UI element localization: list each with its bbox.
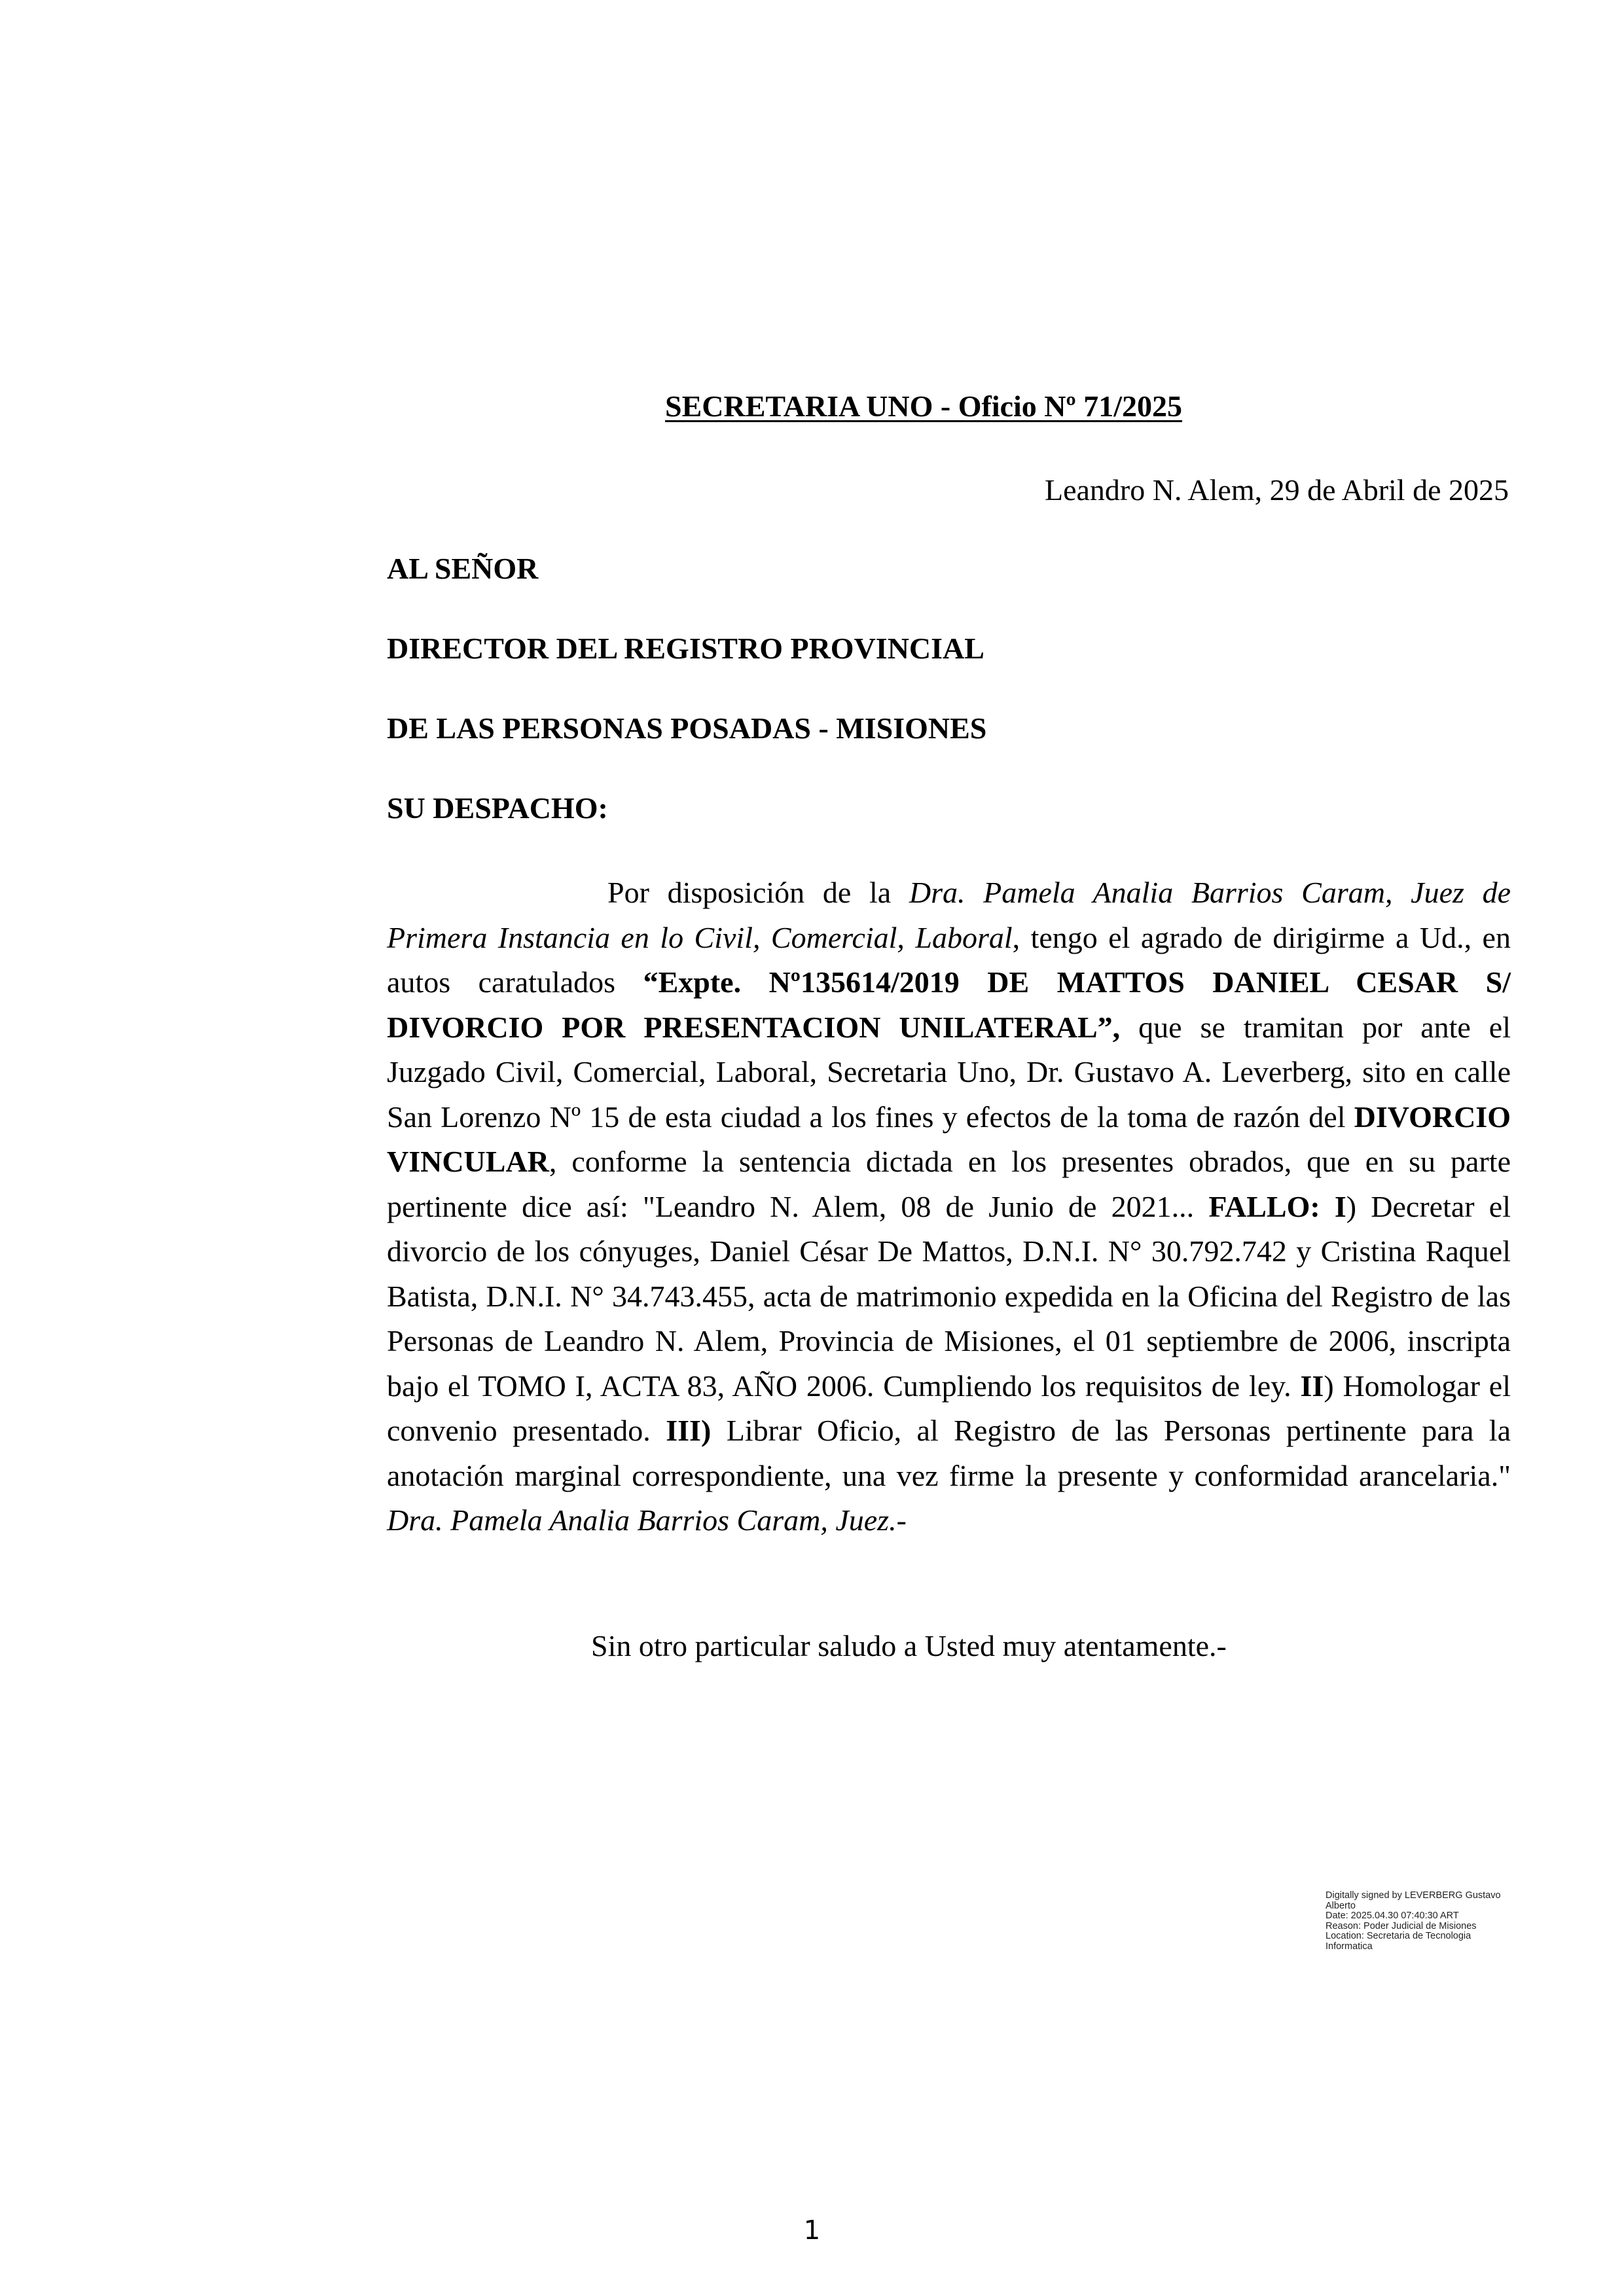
ruling-item-i: ) Decretar el divorcio de los cónyuges, Daniel César De Mattos, D.N.I. N° 30.792.742 y Cristina Raquel Batista, D.N.I. N° 34.743.455, acta de matrimonio expedida en la Oficina del Registro de las Personas de Leandro N. Alem, Provincia de Misiones, el 01 septiembre de 2006, inscripta bajo el TOMO I, ACTA 83, AÑO 2006. Cumpliendo los requisitos de ley.	[387, 1189, 1511, 1403]
addressee-line-2: DIRECTOR DEL REGISTRO PROVINCIAL	[387, 632, 984, 665]
signature-line-1: Digitally signed by LEVERBERG Gustavo	[1326, 1890, 1501, 1901]
addressee-line-4: SU DESPACHO:	[387, 791, 608, 825]
signature-line-4: Reason: Poder Judicial de Misiones	[1326, 1920, 1477, 1931]
oficio-title: SECRETARIA UNO - Oficio Nº 71/2025	[665, 389, 1182, 423]
ruling-item-ii: ) Homologar el convenio presentado.	[387, 1369, 1511, 1447]
divorce-type: DIVORCIO VINCULAR	[387, 1100, 1511, 1178]
body-segment-sentence: , conforme la sentencia dictada en los presentes obrados, que en su parte pertinente dice así: "Leandro N. Alem, 08 de Junio de 2021...	[387, 1145, 1511, 1223]
judge-name-italic: Dra. Pamela Analia Barrios Caram, Juez de Primera Instancia en lo Civil, Comercial, Laboral	[387, 876, 1511, 954]
signature-line-3: Date: 2025.04.30 07:40:30 ART	[1326, 1910, 1459, 1921]
body-segment-court: que se tramitan por ante el Juzgado Civil, Comercial, Laboral, Secretaria Uno, Dr. Gustavo A. Leverberg, sito en calle San Lorenzo Nº 15 de esta ciudad a los fines y efectos de la toma de razón del	[387, 1010, 1511, 1134]
ruling-label-i: FALLO: I	[1208, 1189, 1346, 1223]
digital-signature-block	[1326, 1891, 1535, 1952]
case-title: “Expte. Nº135614/2019 DE MATTOS DANIEL CESAR S/ DIVORCIO POR PRESENTACION UNILATERAL”,	[387, 965, 1511, 1044]
place-date-line: Leandro N. Alem, 29 de Abril de 2025	[1044, 473, 1509, 507]
ruling-label-iii: III)	[666, 1414, 712, 1447]
ruling-item-iii: Librar Oficio, al Registro de las Personas pertinente para la anotación marginal correspondiente, una vez firme la presente y conformidad arancelaria."	[387, 1414, 1511, 1492]
addressee-line-1: AL SEÑOR	[387, 552, 539, 585]
signature-line-6: Informatica	[1326, 1941, 1373, 1952]
addressee-line-3: DE LAS PERSONAS POSADAS - MISIONES	[387, 711, 987, 745]
body-segment-greeting: , tengo el agrado de dirigirme a Ud., en autos caratulados	[387, 920, 1511, 999]
judge-signature-italic: Dra. Pamela Analia Barrios Caram, Juez.-	[387, 1503, 907, 1537]
signature-line-5: Location: Secretaria de Tecnologia	[1326, 1931, 1471, 1941]
closing-line: Sin otro particular saludo a Usted muy atentamente.-	[591, 1629, 1227, 1662]
body-segment-intro: Por disposición de la	[607, 876, 909, 909]
ruling-label-ii: II	[1300, 1369, 1324, 1403]
body-paragraph-text	[387, 870, 1511, 1543]
body-paragraph	[387, 870, 1511, 1543]
signature-line-2: Alberto	[1326, 1900, 1356, 1911]
page-number: 1	[803, 2215, 821, 2246]
